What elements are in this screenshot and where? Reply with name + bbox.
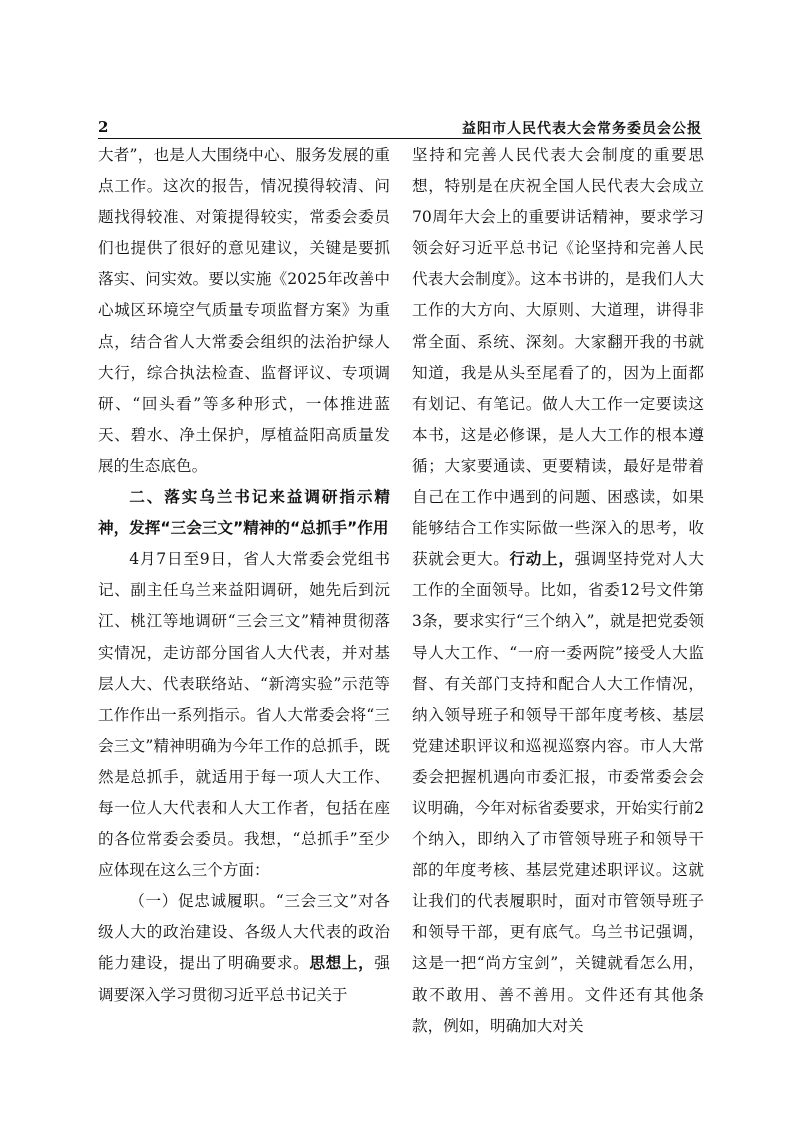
header-rule (98, 138, 702, 139)
keyword-action: 行动上， (509, 550, 575, 569)
paragraph-book: 坚持和完善人民代表大会制度的重要思想，特别是在庆祝全国人民代表大会成立70周年大会上的重要讲话精神，要求学习领会好习近平总书记《论坚持和完善人民代表大会制度》。这本书讲的，是我们人大工作的大方向、大原则、大道理，讲得非常全面、系统、深刻。大家翻开我的书就知道，我是从头至尾看了的，因为上面都有划记、有笔记。做人大工作一定要读这本书，这是必修课，是人大工作的根本遵循；大家要通读、更要精读，最好是带着自己在工作中遇到的问题、困惑读，如果能够结合工作实际做一些深入的思考，收获就会更大。 (412, 146, 704, 569)
page-number: 2 (98, 118, 109, 136)
paragraph-continued-right (412, 140, 704, 1042)
paragraph-continued: 大者”，也是人大围绕中心、服务发展的重点工作。这次的报告，情况摸得较清、问题找得较准、对策提得较实，常委会委员们也提供了很好的意见建议，关键是要抓落实、问实效。要以实施《2025年改善中心城区环境空气质量专项监督方案》为重点，结合省人大常委会组织的法治护绿人大行，综合执法检查、监督评议、专项调研、“回头看”等多种形式，一体推进蓝天、碧水、净土保护，厚植益阳高质量发展的生态底色。 (98, 146, 390, 475)
right-column (412, 140, 704, 1042)
paragraph-action: 强调坚持党对人大工作的全面领导。比如，省委12号文件第3条，要求实行“三个纳入”，就是把党委领导人大工作、“一府一委两院”接受人大监督、有关部门支持和配合人大工作情况，纳入领导班子和领导干部年度考核、基层党建述职评议和巡视巡察内容。市人大常委会把握机遇向市委汇报，市委常委会会议明确，今年对标省委要求，开始实行前2个纳入，即纳入了市管领导班子和领导干部的年度考核、基层党建述职评议。这就让我们的代表履职时，面对市管领导班子和领导干部，更有底气。乌兰书记强调，这是一把“尚方宝剑”，关键就看怎么用，敢不敢用、善不善用。文件还有其他条款，例如，明确加大对关 (412, 550, 704, 1035)
paragraph-visit: 4月7日至9日，省人大常委会党组书记、副主任乌兰来益阳调研，她先后到沅江、桃江等地调研“三会三文”精神贯彻落实情况，走访部分国省人大代表，并对基层人大、代表联络站、“新湾实验”示范等工作作出一系列指示。省人大常委会将“三会三文”精神明确为今年工作的总抓手，既然是总抓手，就适用于每一项人大工作、每一位人大代表和人大工作者，包括在座的各位常委会委员。我想，“总抓手”至少应体现在这么三个方面： (98, 550, 390, 880)
paragraph-loyalty-tail: 强调要深入学习贯彻习近平总书记关于 (98, 954, 390, 1004)
keyword-thought: 思想上， (309, 954, 375, 973)
subheading-loyalty: （一）促忠诚履职。 (129, 892, 276, 911)
left-column (98, 140, 390, 1011)
section-heading: 二、落实乌兰书记来益调研指示精神，发挥“三会三文”精神的“总抓手”作用 (98, 488, 390, 538)
journal-title: 益阳市人民代表大会常务委员会公报 (462, 121, 702, 137)
paragraph-loyalty-body: “三会三文”对各级人大的政治建设、各级人大代表的政治能力建设，提出了明确要求。 (98, 892, 390, 973)
paragraph-loyalty (98, 886, 390, 1010)
page-header (98, 118, 702, 138)
